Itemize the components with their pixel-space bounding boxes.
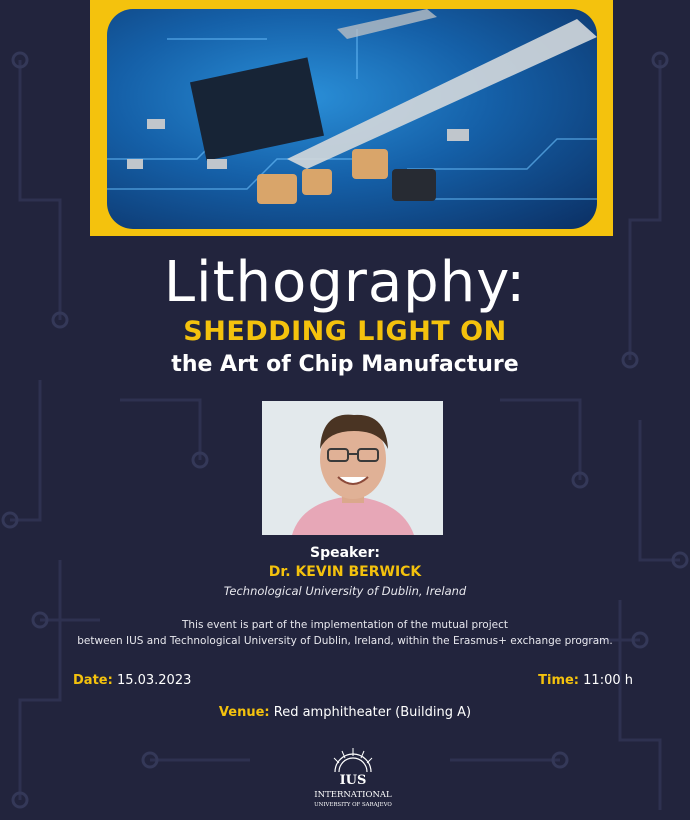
event-time (538, 673, 633, 688)
time-value: 11:00 h (583, 673, 633, 688)
event-venue (0, 705, 690, 720)
logo-line-2: UNIVERSITY OF SARAJEVO (314, 802, 392, 808)
date-label: Date: (73, 673, 113, 688)
event-subtitle-secondary: the Art of Chip Manufacture (171, 352, 519, 377)
logo-monogram: IUS (339, 773, 367, 788)
event-subtitle: SHEDDING LIGHT ON (183, 316, 507, 347)
speaker-label: Speaker: (310, 545, 380, 561)
ius-logo (308, 742, 398, 812)
description-line-1: This event is part of the implementation of the mutual project (181, 619, 508, 631)
description-line-2: between IUS and Technological University of Dublin, Ireland, within the Erasmus+ exchange program. (77, 635, 613, 647)
date-value: 15.03.2023 (116, 673, 192, 688)
speaker-name: Dr. KEVIN BERWICK (268, 564, 422, 580)
logo-line-1: INTERNATIONAL (314, 790, 392, 800)
speaker-affiliation: Technological University of Dublin, Ireland (223, 584, 467, 598)
event-title: Lithography: (163, 250, 527, 315)
time-label: Time: (538, 673, 580, 688)
speaker-photo (262, 401, 443, 535)
event-date (73, 673, 191, 688)
venue-value: Red amphitheater (Building A) (273, 705, 472, 720)
circuit-board-image (107, 9, 597, 229)
event-description (20, 617, 670, 649)
venue-label: Venue: (218, 705, 270, 720)
